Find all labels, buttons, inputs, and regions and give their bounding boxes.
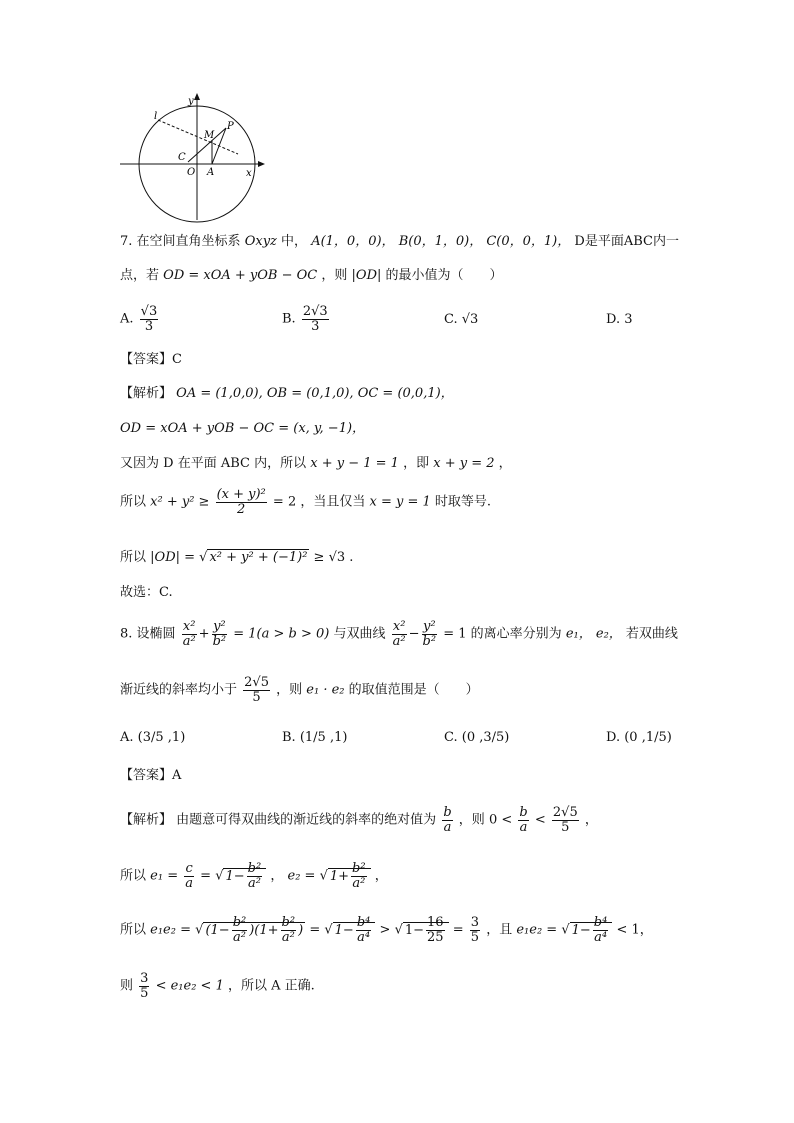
q8-option-d[interactable] [606, 730, 672, 745]
q7-analysis-4c: = 2 [272, 494, 297, 510]
q7-answer-text: 【答案】C [120, 352, 182, 367]
q7-analysis-vectors: OA = (1,0,0), OB = (0,1,0), OC = (0,0,1)， [176, 386, 454, 401]
q7-stem-f: 的最小值为（ ） [385, 268, 503, 283]
q8-analysis-4b: < e₁e₂ < 1 [155, 978, 224, 994]
q8-s7: 的取值范围是（ ） [348, 682, 479, 698]
label-a: A [207, 167, 215, 178]
q7-option-a-den: 3 [144, 318, 154, 334]
label-m: M [204, 130, 215, 141]
q7-point-c: C(0，0，1)， [486, 234, 571, 249]
q8-slope-frac [243, 676, 270, 704]
q8-analysis-1a: 由题意可得双曲线的渐近线的斜率的绝对值为 [176, 812, 437, 828]
q8-answer [120, 766, 181, 786]
q8-analysis-2c: = [200, 868, 212, 884]
label-o: O [187, 167, 196, 178]
q7-analysis-line4 [120, 488, 491, 516]
q8-option-c[interactable] [444, 730, 509, 745]
q7-analysis-3e: ， [498, 456, 512, 471]
q8-analysis-1b: ，则 [458, 812, 485, 828]
q7-option-b-fraction [302, 305, 329, 333]
label-x: x [246, 168, 252, 179]
q8-answer-text: 【答案】A [120, 768, 182, 783]
q8-s5: 渐近线的斜率均小于 [120, 682, 238, 698]
q8-hy-den2: b² [422, 633, 437, 649]
q7-point-b: B(0，1，0)， [398, 234, 483, 249]
q7-analysis-4-den: 2 [237, 501, 246, 517]
q7-analysis-4d: ，当且仅当 [300, 494, 366, 510]
q8-s2: 与双曲线 [333, 626, 386, 642]
q8-e1: e₁， [565, 626, 592, 642]
q8-analysis-1-ba2: $\frac{b}{a}$ [519, 805, 528, 835]
q8-analysis-3e: = [452, 922, 464, 938]
q7-analysis-4-fraction [216, 488, 267, 516]
q7-vector-equation: OD = xOA + yOB − OC [163, 268, 318, 283]
q7-analysis-4-num: (x + y)² [216, 487, 266, 502]
q8-product: e₁ · e₂ [306, 682, 345, 698]
q7-option-c-value: √3 [461, 312, 479, 327]
q8-analysis-2e: e₂ = [287, 868, 316, 884]
q7-analysis-line2 [120, 419, 365, 439]
q8-analysis-3-sqrt2: 1− $\frac{\text{b⁴}}{\text{a⁴}}$ [333, 922, 376, 938]
q7-option-a-num: √3 [140, 304, 158, 319]
q8-ellipse-frac1 [182, 620, 197, 648]
q7-option-a[interactable] [120, 305, 160, 333]
q7-norm: |OD| [351, 268, 382, 283]
q8-ellipse-frac2 [212, 620, 228, 648]
q8-option-b-value: (1/5 ,1) [299, 730, 348, 745]
q7-stem-e: ，则 [321, 268, 348, 283]
q7-analysis-3d: x + y = 2 [433, 456, 495, 471]
q8-analysis-2b: e₁ = [150, 868, 179, 884]
q8-analysis-3d: > [379, 922, 391, 938]
q7-analysis-4a: 所以 [120, 494, 147, 510]
q7-analysis-od: OD = xOA + yOB − OC = (x, y, −1)， [120, 421, 366, 436]
q8-analysis-line1 [120, 806, 598, 834]
q7-option-d-label: D. 3 [606, 312, 633, 327]
q8-analysis-3h: < 1， [616, 922, 653, 938]
q7-option-b-num: 2√3 [302, 304, 328, 319]
q8-option-d-value: (0 ,1/5) [624, 730, 672, 745]
q8-option-b[interactable] [282, 730, 347, 745]
q7-analysis-5d: ≥ √3 . [313, 550, 354, 565]
y-axis-arrow [194, 93, 200, 100]
q7-analysis-line1 [120, 384, 454, 404]
q8-option-a[interactable] [120, 730, 185, 745]
q8-analysis-3c: = [309, 922, 321, 938]
q8-analysis-2f: ， [374, 868, 388, 884]
q8-k-num: 2√5 [244, 675, 269, 690]
q8-analysis-3b: e₁e₂ = [150, 922, 191, 938]
q7-analysis-4f: 时取等号. [434, 494, 492, 510]
q8-analysis-1d: < [534, 812, 546, 828]
q7-answer [120, 350, 182, 370]
q8-s4: 若双曲线 [625, 626, 678, 642]
q8-el-den2: b² [212, 633, 227, 649]
q8-analysis-3-sqrt3: 1− $\frac{16}{25}$ [403, 922, 449, 938]
q8-analysis-4-35: $\frac{3}{5}$ [140, 971, 149, 1001]
q7-analysis-line5: 所以 |OD| = √ x² + y² + (−1)² ≥ √3 . [120, 550, 354, 565]
q8-s6: ，则 [276, 682, 303, 698]
circle-figure [118, 92, 268, 227]
q8-analysis-3f: ，且 [486, 922, 513, 938]
q8-hy-rest: = 1 [443, 626, 467, 642]
q8-analysis-2d: ， [270, 868, 284, 884]
q8-analysis-1-k-den: 5 [561, 819, 570, 835]
label-l: l [154, 111, 158, 122]
q8-number: 8. [120, 626, 133, 642]
q8-e2: e₂， [595, 626, 622, 642]
q8-s3: 的离心率分别为 [470, 626, 562, 642]
q8-hyperbola-frac1 [392, 620, 407, 648]
q8-analysis-3g: e₁e₂ = [516, 922, 558, 938]
q7-option-c-label: C. [444, 312, 458, 327]
q7-option-a-label: A. [120, 311, 134, 327]
q7-analysis-5b: |OD| = [150, 550, 196, 565]
q8-hyperbola-frac2 [422, 620, 438, 648]
q8-option-c-value: (0 ,3/5) [461, 730, 510, 745]
line-l-dashed [158, 120, 238, 154]
q7-number: 7. [120, 234, 133, 249]
q8-analysis-1-k [552, 806, 579, 834]
q8-analysis-line2: 所以 e₁ = $\frac{c}{a}$ = √ 1− $\frac{\text{b²}}{\text{a²}}$ ， e₂ = √ 1+ $\frac{\text{b²}}{\text{a²}}$ ， [120, 861, 388, 891]
q7-option-a-fraction [140, 305, 159, 333]
q8-analysis-2-ca: $\frac{c}{a}$ [185, 861, 193, 891]
x-axis-arrow [258, 161, 265, 167]
q8-option-a-label: A. [120, 730, 134, 745]
q7-analysis-3a: 又因为 D 在平面 ABC 内，所以 [120, 456, 307, 471]
q8-analysis-1-ba: $\frac{b}{a}$ [443, 805, 452, 835]
q7-option-b-label: B. [282, 311, 296, 327]
q7-stem-c: D是平面ABC内一 [574, 234, 679, 249]
q8-option-c-label: C. [444, 730, 458, 745]
q7-analysis-line6 [120, 583, 173, 603]
q8-analysis-line4 [120, 972, 315, 1000]
q8-analysis-4c: ，所以 A 正确. [227, 978, 315, 994]
q8-el-rest: = 1(a > b > 0) [233, 626, 330, 642]
q8-analysis-1-k-num: 2√5 [552, 805, 578, 820]
q7-analysis-4e: x = y = 1 [369, 494, 431, 510]
q7-stem-a: 在空间直角坐标系 [136, 234, 241, 249]
q8-analysis-3-sqrt4: 1− $\frac{\text{b⁴}}{\text{a⁴}}$ [570, 922, 613, 938]
q7-option-b-den: 3 [311, 318, 320, 334]
q8-analysis-2-sqrt1: 1− $\frac{\text{b²}}{\text{a²}}$ [223, 868, 266, 884]
q8-analysis-3-sqrt1: (1− $\frac{\text{b²}}{\text{a²}}$ )(1+ $\frac{\text{b²}}{\text{a²}}$ ) [205, 915, 304, 945]
q8-analysis-1e: ， [584, 812, 598, 828]
q7-stem-d: 点，若 [120, 268, 160, 283]
q7-option-d[interactable] [606, 312, 633, 327]
q8-analysis-head: 【解析】 [120, 812, 173, 828]
label-y: y [188, 96, 194, 107]
q8-hy-num1: x² [392, 619, 406, 634]
q8-hy-den1: a² [392, 633, 406, 649]
q7-analysis-5c: x² + y² + (−1)² [209, 550, 308, 565]
q8-analysis-3a: 所以 [120, 922, 147, 938]
q8-analysis-2-sqrt2: 1+ $\frac{\text{b²}}{\text{a²}}$ [328, 868, 371, 884]
q8-analysis-3-35: $\frac{3}{5}$ [470, 915, 480, 945]
q8-option-a-value: (3/5 ,1) [137, 730, 186, 745]
q7-stem-line2 [120, 266, 503, 286]
q7-option-c[interactable] [444, 312, 478, 327]
q8-analysis-2a: 所以 [120, 868, 147, 884]
q7-analysis-conclusion: 故选：C. [120, 585, 173, 600]
q7-analysis-head: 【解析】 [120, 386, 173, 401]
q8-stem-line2 [120, 676, 479, 704]
q8-el-num2: y² [213, 619, 226, 634]
q8-analysis-line3: 所以 e₁e₂ = √ (1− $\frac{\text{b²}}{\text{a²}}$ )(1+ $\frac{\text{b²}}{\text{a²}}$ ) = √ 1− $\frac{\text{b⁴}}{\text{a⁴}}$ > √ 1− $\frac{16}{25}$ = $\frac{3}{5}$ ，且 e₁e₂ = √ 1− $\frac{\text{b⁴}}{\text{a⁴}}$ < 1， [120, 915, 653, 945]
q8-option-d-label: D. [606, 730, 621, 745]
q8-analysis-1c: 0 < [488, 812, 513, 828]
q7-stem-b: 中， [281, 234, 308, 249]
q8-option-b-label: B. [282, 730, 296, 745]
q7-analysis-5a: 所以 [120, 550, 147, 565]
q7-point-a: A(1，0，0)， [311, 234, 395, 249]
q8-el-num1: x² [182, 619, 196, 634]
q8-k-den: 5 [252, 689, 261, 705]
q7-option-b[interactable] [282, 305, 331, 333]
q7-analysis-3b: x + y − 1 = 1 [310, 456, 399, 471]
q8-s1: 设椭圆 [136, 626, 176, 642]
q7-coordinate-system: Oxyz [244, 234, 277, 249]
q8-el-den1: a² [182, 633, 196, 649]
q8-stem-line1: 8. 设椭圆 $\frac{\text{x²}}{\text{a²}}$ + $\frac{\text{y²}}{\text{b²}}$ = 1(a > b > 0) 与双曲线 $\frac{\text{x²}}{\text{a²}}$ − $\frac{\text{y²}}{\text{b²}}$ = 1 的离心率分别为 e₁， e₂， 若双曲线 [120, 619, 678, 649]
label-p: P [227, 121, 234, 132]
q8-analysis-4a: 则 [120, 978, 134, 994]
label-c: C [178, 152, 186, 163]
q7-analysis-4b: x² + y² ≥ [150, 494, 210, 510]
q7-stem-line1 [120, 232, 679, 252]
q8-hy-num2: y² [423, 619, 436, 634]
q7-analysis-3c: ，即 [403, 456, 430, 471]
q7-analysis-line3 [120, 454, 512, 474]
